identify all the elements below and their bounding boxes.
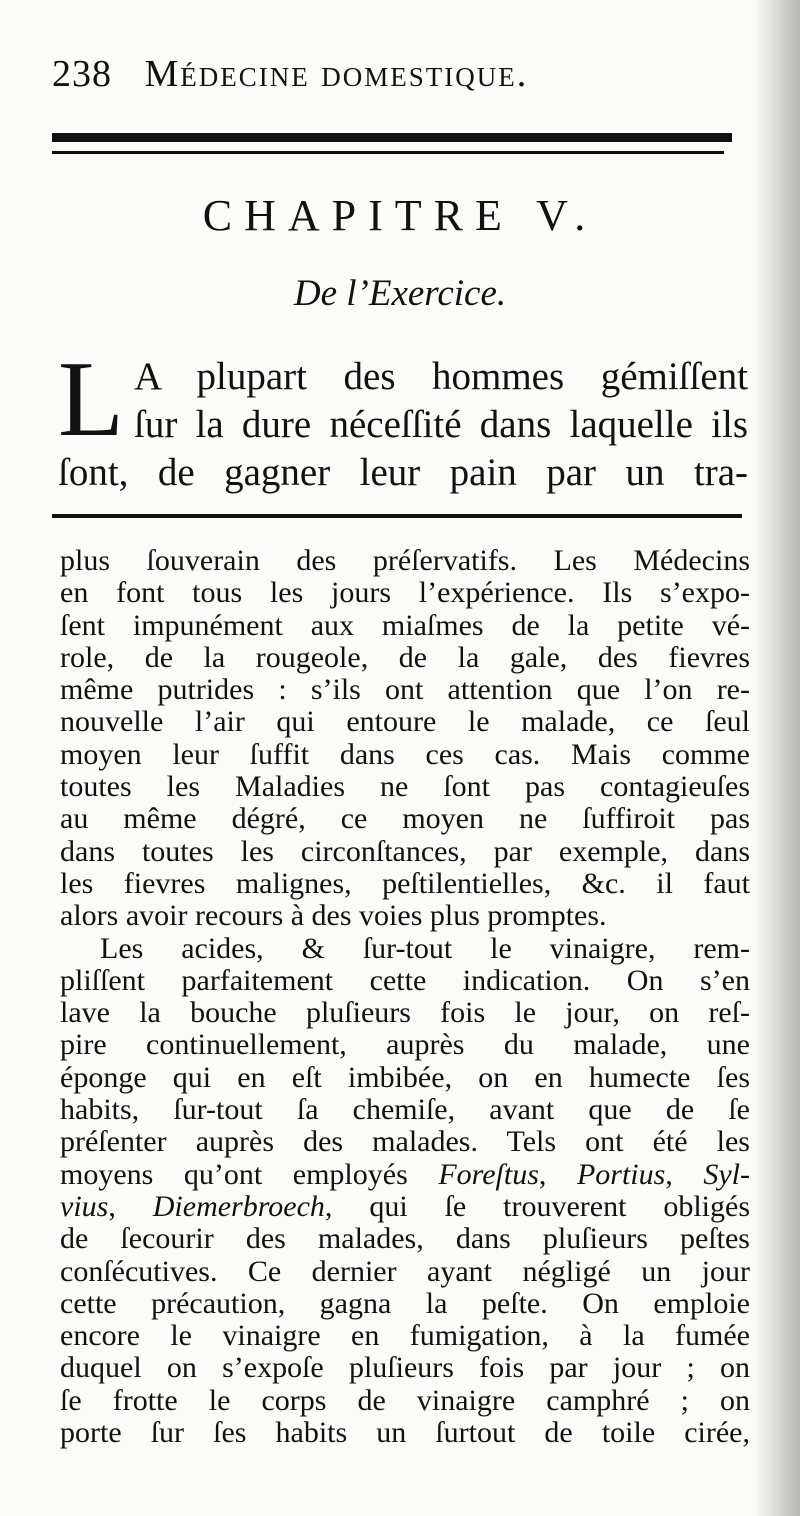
- author-name: Syl-: [703, 1157, 750, 1191]
- text-line: de ſecourir des malades, dans pluſieurs peſtes: [60, 1222, 750, 1256]
- text-run: ,: [108, 1189, 153, 1223]
- text-line: habits, ſur-tout ſa chemiſe, avant que de ſe: [60, 1093, 750, 1127]
- text-line: [60, 1159, 750, 1191]
- text-line: ſent impunément aux miaſmes de la petite vé-: [60, 608, 750, 642]
- text-line: dans toutes les circonſtances, par exemple, dans: [60, 834, 750, 868]
- text-line: Les acides, & ſur-tout le vinaigre, rem-: [100, 931, 750, 965]
- text-line: porte ſur ſes habits un ſurtout de toile cirée,: [60, 1416, 750, 1450]
- text-line: pire continuellement, auprès du malade, une: [60, 1028, 750, 1062]
- running-head: [52, 52, 652, 102]
- text-line: role, de la rougeole, de la gale, des fievres: [60, 640, 750, 674]
- text-run: , qui ſe trouverent obligés: [324, 1189, 750, 1223]
- author-name: vius: [60, 1189, 109, 1223]
- page-number: 238: [52, 53, 112, 95]
- text-run: ,: [665, 1157, 704, 1191]
- text-line: plus ſouverain des préſervatifs. Les Médecins: [60, 544, 750, 577]
- section-separator-rule: [52, 514, 742, 518]
- author-name: Portius: [576, 1157, 666, 1191]
- text-line: pliſſent parfaitement cette indication. On s’en: [60, 963, 750, 997]
- intro-line: ſont, de gagner leur pain par un tra-: [58, 451, 748, 494]
- text-line: les fievres malignes, peſtilentielles, &c. il faut: [60, 866, 750, 900]
- drop-cap: L: [58, 340, 124, 459]
- text-line: en font tous les jours l’expérience. Ils s’expo-: [60, 576, 750, 610]
- text-line: moyen leur ſuffit dans ces cas. Mais comme: [60, 737, 750, 771]
- running-title: Médecine domestique.: [144, 53, 529, 95]
- text-line: toutes les Maladies ne ſont pas contagieuſes: [60, 770, 750, 804]
- text-line: au même dégré, ce moyen ne ſuffiroit pas: [60, 802, 750, 836]
- text-line: ſe frotte le corps de vinaigre camphré ; on: [60, 1383, 750, 1417]
- text-line: [60, 1191, 750, 1223]
- text-run: ,: [538, 1157, 577, 1191]
- text-line: préſenter auprès des malades. Tels ont été les: [60, 1125, 750, 1159]
- text-line: nouvelle l’air qui entoure le malade, ce ſeul: [60, 705, 750, 739]
- intro-paragraph: [58, 340, 748, 497]
- text-line: même putrides : s’ils ont attention que l’on re-: [60, 673, 750, 707]
- chapter-subtitle: De l’Exercice.: [293, 273, 507, 314]
- intro-line: A plupart des hommes gémiſſent: [134, 355, 748, 398]
- text-line: éponge qui en eſt imbibée, on en humecte ſes: [60, 1060, 750, 1094]
- intro-line: ſur la dure néceſſité dans laquelle ils: [134, 403, 748, 446]
- text-line: encore le vinaigre en fumigation, à la fumée: [60, 1319, 750, 1353]
- text-line: alors avoir recours à des voies plus promptes.: [60, 899, 607, 933]
- text-run: moyens qu’ont employés: [60, 1157, 408, 1191]
- text-line: conſécutives. Ce dernier ayant négligé un jour: [60, 1254, 750, 1288]
- text-line: lave la bouche pluſieurs fois le jour, on reſ-: [60, 996, 750, 1030]
- author-name: Diemerbroech: [152, 1189, 325, 1223]
- body-text: [60, 545, 750, 1449]
- text-line: duquel on s’expoſe pluſieurs fois par jour ; on: [60, 1351, 750, 1385]
- chapter-title: CHAPITRE V.: [202, 191, 598, 240]
- header-rule-thick: [52, 133, 732, 142]
- text-line: cette précaution, gagna la peſte. On emploie: [60, 1286, 750, 1320]
- author-name: Foreſtus: [438, 1157, 539, 1191]
- header-rule-thin: [52, 151, 724, 154]
